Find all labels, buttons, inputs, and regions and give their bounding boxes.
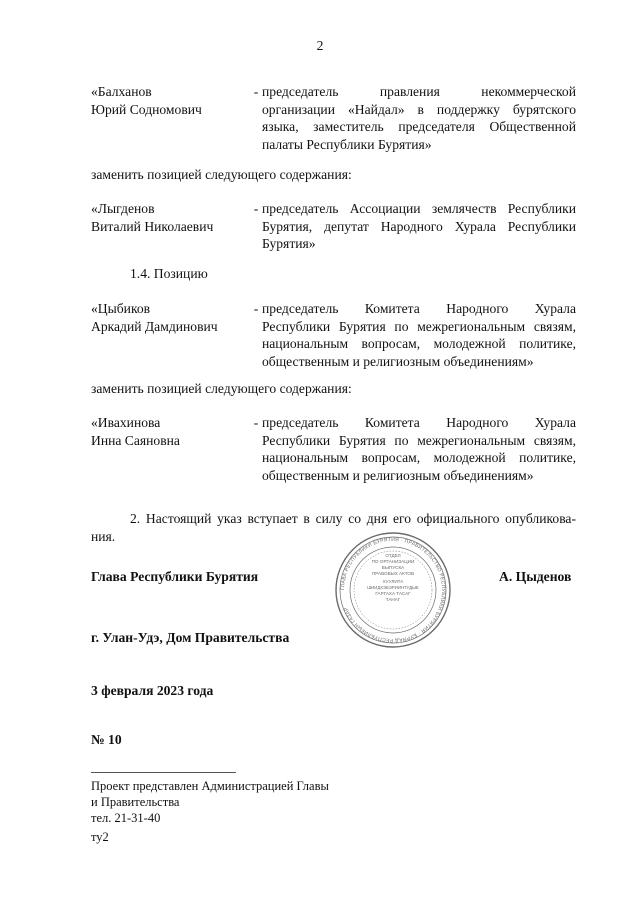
signatory-name: А. Цыденов <box>499 569 572 584</box>
paragraph-effective-date: 2. Настоящий указ вступает в силу со дня его официального опубликова-ния. <box>91 511 576 544</box>
position-description: председатель Комитета Народного Хурала Республики Бурятия по межрегиональным связям, национальным вопросам, молодежной политике, общественным и религиозным объединениям» <box>262 301 576 369</box>
seal-center-line: ГАРГАХА ТАСАГ <box>375 591 411 596</box>
footnote-line: и Правительства <box>91 795 180 809</box>
dash: - <box>253 415 259 430</box>
person-name <box>91 200 251 235</box>
footnote-divider <box>91 772 236 773</box>
footnote-phone: тел. 21-31-40 <box>91 811 161 825</box>
given-name: Виталий Николаевич <box>91 218 214 234</box>
seal-center-line: ПРАВОВЫХ АКТОВ <box>371 571 415 576</box>
seal-center-line: ПО ОРГАНИЗАЦИИ <box>371 559 415 564</box>
seal-center-line: ШИИДХЭБЭРИИНТУДЫЕ <box>367 585 419 590</box>
position-description: председатель правления некоммерческой организации «Найдал» в поддержку бурятского языка, заместитель председателя Общественной палаты Республики Бурятия» <box>262 84 576 152</box>
page-number: 2 <box>316 38 324 53</box>
replace-instruction: заменить позицией следующего содержания: <box>91 381 352 396</box>
dash: - <box>253 84 259 99</box>
given-name: Аркадий Дамдинович <box>91 318 218 334</box>
surname: «Цыбиков <box>91 301 151 316</box>
seal-center-line: ОТДЕЛ <box>385 553 401 558</box>
surname: «Ивахинова <box>91 415 161 430</box>
item-heading: 1.4. Позицию <box>130 266 208 281</box>
footnote-line: Проект представлен Администрацией Главы <box>91 779 329 793</box>
seal-center-line: ВЫПУСКА <box>381 565 405 570</box>
person-name <box>91 414 251 449</box>
given-name: Юрий Содномович <box>91 101 202 117</box>
signatory-title: Глава Республики Бурятия <box>91 569 259 584</box>
position-description: председатель Ассоциации землячеств Республики Бурятия, депутат Народного Хурала Республики Бурятия» <box>262 201 576 251</box>
document-number: № 10 <box>91 732 122 747</box>
surname: «Балханов <box>91 84 152 99</box>
dash: - <box>253 301 259 316</box>
footnote <box>91 778 329 826</box>
replace-instruction: заменить позицией следующего содержания: <box>91 167 352 182</box>
given-name: Инна Саяновна <box>91 432 180 448</box>
official-seal-stamp <box>333 530 453 650</box>
document-mark: ту2 <box>91 830 109 844</box>
position-description: председатель Комитета Народного Хурала Республики Бурятия по межрегиональным связям, национальным вопросам, молодежной политике, общественным и религиозным объединениям» <box>262 415 576 483</box>
document-date: 3 февраля 2023 года <box>91 683 214 698</box>
dash: - <box>253 201 259 216</box>
surname: «Лыгденов <box>91 201 155 216</box>
person-name <box>91 300 251 335</box>
person-name <box>91 83 251 118</box>
seal-center-line: ХУУЛИТА <box>382 579 404 584</box>
seal-ring-text: ГЛАВА РЕСПУБЛИКИ БУРЯТИЯ · ПРАВИТЕЛЬСТВО РЕСПУБЛИКИ БУРЯТИЯ · БУРЯАД РЕСПУБЛИКЫН ГАЗАР <box>339 536 447 644</box>
seal-center-line: ТАНАГ <box>385 597 401 602</box>
place-of-signing: г. Улан-Удэ, Дом Правительства <box>91 630 290 645</box>
